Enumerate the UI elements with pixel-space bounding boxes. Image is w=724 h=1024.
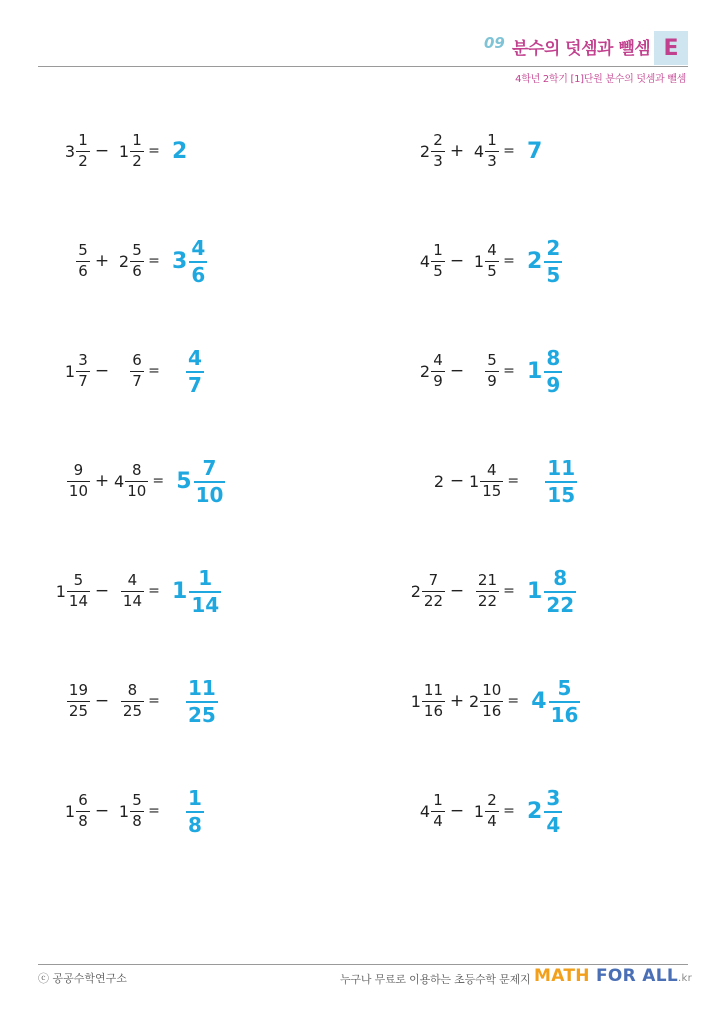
a-denominator: 10: [68, 482, 88, 500]
operator: −: [94, 691, 110, 711]
b-fraction: [121, 573, 144, 609]
answer-whole: 2: [527, 798, 543, 824]
a-numerator: 5: [78, 241, 88, 259]
a-operand: [405, 133, 445, 169]
a-fraction: [422, 573, 445, 609]
copyright: ⓒ 공공수학연구소: [38, 972, 127, 985]
a-whole: 4: [419, 801, 430, 821]
a-denominator: 14: [68, 592, 88, 610]
b-whole: 4: [473, 141, 484, 161]
answer-fraction: [186, 785, 204, 837]
b-operand: [114, 133, 144, 169]
equals-sign: =: [503, 363, 515, 379]
a-operand: [50, 793, 90, 829]
problem-item: [405, 781, 562, 841]
a-denominator: 2: [78, 152, 88, 170]
a-fraction: [431, 353, 445, 389]
answer-denominator: 4: [546, 812, 561, 837]
a-whole: 1: [410, 691, 421, 711]
answer: [186, 675, 218, 727]
operator: −: [94, 581, 110, 601]
answer-fraction: [544, 345, 562, 397]
b-denominator: 14: [122, 592, 142, 610]
b-denominator: 2: [132, 152, 142, 170]
answer-numerator: 4: [191, 235, 206, 260]
answer-whole: 1: [527, 578, 543, 604]
answer-fraction: [549, 675, 581, 727]
answer-denominator: 10: [195, 482, 224, 507]
worksheet-header: [0, 0, 724, 90]
b-operand: [469, 573, 499, 609]
a-denominator: 8: [78, 812, 88, 830]
a-whole: 2: [410, 581, 421, 601]
site-logo[interactable]: [534, 966, 692, 986]
a-numerator: 4: [433, 351, 443, 369]
a-operand: [405, 683, 445, 719]
equals-sign: =: [152, 473, 165, 489]
b-numerator: 4: [486, 461, 497, 479]
operator: −: [449, 471, 465, 491]
problem-item: [50, 121, 187, 181]
answer-fraction: [194, 455, 226, 507]
operator: −: [449, 361, 465, 381]
problem-item: [405, 451, 577, 511]
b-operand: [114, 573, 144, 609]
equals-sign: =: [507, 473, 520, 489]
a-numerator: 9: [73, 461, 84, 479]
problem-item: [50, 561, 221, 621]
a-operand: [50, 573, 90, 609]
a-operand: [405, 472, 445, 491]
b-denominator: 9: [487, 372, 497, 390]
answer-fraction: [189, 235, 207, 287]
problem-item: [50, 341, 204, 401]
b-denominator: 6: [132, 262, 142, 280]
equals-sign: =: [148, 803, 160, 819]
b-denominator: 15: [482, 482, 502, 500]
problem-item: [50, 671, 218, 731]
answer-fraction: [186, 675, 218, 727]
b-denominator: 4: [487, 812, 497, 830]
a-fraction: [431, 243, 445, 279]
a-denominator: 7: [78, 372, 88, 390]
b-whole: 2: [469, 691, 480, 711]
b-denominator: 22: [477, 592, 497, 610]
footer-tagline: 누구나 무료로 이용하는 초등수학 문제지: [340, 973, 531, 986]
a-denominator: 9: [433, 372, 443, 390]
answer-whole: 2: [527, 248, 543, 274]
a-numerator: 19: [68, 681, 88, 699]
answer-fraction: [186, 345, 204, 397]
b-numerator: 8: [127, 681, 138, 699]
answer-whole: 2: [172, 138, 188, 164]
b-denominator: 16: [482, 702, 502, 720]
a-whole: 1: [55, 581, 66, 601]
b-fraction: [480, 463, 503, 499]
operator: +: [94, 251, 110, 271]
a-fraction: [76, 793, 90, 829]
a-whole: 1: [64, 361, 75, 381]
b-whole: 2: [118, 251, 129, 271]
problem-item: [405, 231, 562, 291]
a-fraction: [422, 683, 445, 719]
equals-sign: =: [503, 143, 515, 159]
equals-sign: =: [148, 143, 160, 159]
b-numerator: 6: [132, 351, 142, 369]
a-operand: [50, 133, 90, 169]
problem-item: [50, 231, 207, 291]
b-fraction: [485, 133, 499, 169]
answer: [172, 565, 221, 617]
b-denominator: 8: [132, 812, 142, 830]
b-fraction: [130, 353, 144, 389]
answer: [172, 235, 207, 287]
a-operand: [405, 353, 445, 389]
b-whole: 1: [469, 471, 480, 491]
worksheet-number: 09: [484, 34, 505, 52]
equals-sign: =: [503, 583, 515, 599]
a-numerator: 2: [433, 131, 443, 149]
answer-numerator: 5: [557, 675, 572, 700]
logo-math: MATH: [534, 966, 590, 986]
logo-kr: .kr: [678, 973, 692, 984]
operator: −: [94, 361, 110, 381]
answer-whole: 1: [172, 578, 188, 604]
b-denominator: 10: [127, 482, 147, 500]
answer-fraction: [189, 565, 221, 617]
answer-denominator: 16: [550, 702, 579, 727]
b-operand: [469, 133, 499, 169]
equals-sign: =: [148, 583, 160, 599]
b-numerator: 1: [132, 131, 142, 149]
problem-item: [50, 781, 204, 841]
a-operand: [405, 573, 445, 609]
a-numerator: 1: [78, 131, 88, 149]
answer-numerator: 3: [546, 785, 561, 810]
problem-item: [50, 451, 225, 511]
operator: +: [449, 691, 465, 711]
a-operand: [50, 683, 90, 719]
answer-denominator: 15: [547, 482, 576, 507]
answer-numerator: 11: [188, 675, 216, 700]
answer: [186, 345, 204, 397]
operator: −: [94, 801, 110, 821]
answer-numerator: 2: [546, 235, 561, 260]
b-fraction: [130, 243, 144, 279]
a-operand: [50, 353, 90, 389]
b-denominator: 3: [487, 152, 497, 170]
a-numerator: 6: [78, 791, 88, 809]
a-numerator: 3: [78, 351, 88, 369]
b-numerator: 4: [127, 571, 138, 589]
answer-denominator: 6: [191, 262, 206, 287]
b-fraction: [485, 793, 499, 829]
answer-numerator: 1: [188, 785, 202, 810]
b-operand: [114, 243, 144, 279]
answer-whole: 4: [531, 688, 547, 714]
operator: −: [449, 801, 465, 821]
answer-numerator: 11: [547, 455, 576, 480]
answer: [527, 345, 562, 397]
b-operand: [469, 683, 503, 719]
a-whole: 2: [419, 361, 430, 381]
a-denominator: 4: [433, 812, 443, 830]
equals-sign: =: [148, 253, 160, 269]
a-denominator: 3: [433, 152, 443, 170]
b-numerator: 5: [487, 351, 497, 369]
answer-whole: 3: [172, 248, 188, 274]
answer-numerator: 8: [553, 565, 568, 590]
a-operand: [50, 463, 90, 499]
a-numerator: 11: [423, 681, 443, 699]
b-fraction: [485, 243, 499, 279]
operator: −: [94, 141, 110, 161]
b-numerator: 8: [131, 461, 142, 479]
b-numerator: 10: [482, 681, 502, 699]
a-numerator: 5: [73, 571, 84, 589]
answer-denominator: 7: [188, 372, 202, 397]
b-numerator: 21: [477, 571, 497, 589]
answer-fraction: [545, 455, 577, 507]
a-fraction: [431, 793, 445, 829]
a-denominator: 5: [433, 262, 443, 280]
answer-numerator: 8: [546, 345, 561, 370]
b-fraction: [476, 573, 499, 609]
header-divider: [38, 66, 688, 67]
answer-fraction: [544, 235, 562, 287]
equals-sign: =: [503, 803, 515, 819]
a-fraction: [67, 683, 90, 719]
answer: [527, 139, 542, 164]
answer: [527, 235, 562, 287]
answer-denominator: 14: [191, 592, 220, 617]
a-operand: [405, 243, 445, 279]
answer-whole: 1: [527, 358, 543, 384]
a-denominator: 16: [423, 702, 443, 720]
answer-denominator: 25: [188, 702, 216, 727]
b-whole: 1: [473, 801, 484, 821]
b-operand: [114, 353, 144, 389]
a-whole: 3: [64, 141, 75, 161]
operator: +: [449, 141, 465, 161]
a-fraction: [67, 573, 90, 609]
worksheet-title: 분수의 덧셈과 뺄셈: [512, 39, 651, 59]
a-whole: 2: [433, 471, 444, 491]
footer-divider: [38, 964, 688, 965]
b-denominator: 25: [122, 702, 142, 720]
b-whole: 1: [118, 141, 129, 161]
a-fraction: [67, 463, 90, 499]
equals-sign: =: [148, 363, 160, 379]
answer-whole: 5: [176, 468, 192, 494]
answer-numerator: 4: [188, 345, 202, 370]
b-operand: [469, 793, 499, 829]
a-whole: 2: [419, 141, 430, 161]
b-denominator: 7: [132, 372, 142, 390]
a-operand: [405, 793, 445, 829]
operator: −: [449, 251, 465, 271]
b-whole: 4: [114, 471, 125, 491]
a-denominator: 25: [68, 702, 88, 720]
equals-sign: =: [507, 693, 520, 709]
b-numerator: 1: [487, 131, 497, 149]
b-operand: [114, 793, 144, 829]
a-fraction: [431, 133, 445, 169]
b-fraction: [485, 353, 499, 389]
answer-whole: 7: [527, 138, 543, 164]
answer: [531, 675, 580, 727]
a-numerator: 7: [428, 571, 439, 589]
b-operand: [114, 683, 144, 719]
operator: −: [449, 581, 465, 601]
b-operand: [469, 463, 503, 499]
a-denominator: 6: [78, 262, 88, 280]
equals-sign: =: [503, 253, 515, 269]
answer: [176, 455, 225, 507]
a-numerator: 1: [433, 791, 443, 809]
b-operand: [114, 463, 148, 499]
answer-fraction: [544, 565, 576, 617]
b-fraction: [130, 793, 144, 829]
b-operand: [469, 243, 499, 279]
equals-sign: =: [148, 693, 160, 709]
b-fraction: [480, 683, 503, 719]
answer-numerator: 1: [198, 565, 213, 590]
a-fraction: [76, 243, 90, 279]
problem-item: [405, 341, 562, 401]
a-operand: [50, 243, 90, 279]
a-fraction: [76, 133, 90, 169]
a-fraction: [76, 353, 90, 389]
operator: +: [94, 471, 110, 491]
worksheet-subtitle: 4학년 2학기 [1]단원 분수의 덧셈과 뺄셈: [515, 74, 686, 85]
a-whole: 1: [64, 801, 75, 821]
b-numerator: 4: [487, 241, 497, 259]
level-badge: E: [654, 31, 688, 65]
answer: [527, 565, 576, 617]
problem-item: [405, 561, 576, 621]
b-whole: 1: [473, 251, 484, 271]
answer: [527, 785, 562, 837]
b-fraction: [130, 133, 144, 169]
a-whole: 4: [419, 251, 430, 271]
problem-item: [405, 671, 580, 731]
b-fraction: [121, 683, 144, 719]
answer-denominator: 5: [546, 262, 561, 287]
a-denominator: 22: [423, 592, 443, 610]
b-fraction: [125, 463, 148, 499]
answer: [172, 139, 187, 164]
answer: [186, 785, 204, 837]
b-whole: 1: [118, 801, 129, 821]
answer-fraction: [544, 785, 562, 837]
answer: [545, 455, 577, 507]
b-numerator: 5: [132, 791, 142, 809]
answer-denominator: 22: [546, 592, 575, 617]
answer-numerator: 7: [202, 455, 217, 480]
problem-item: [405, 121, 542, 181]
a-numerator: 1: [433, 241, 443, 259]
logo-forall: FOR ALL: [596, 966, 678, 986]
b-numerator: 2: [487, 791, 497, 809]
b-numerator: 5: [132, 241, 142, 259]
b-operand: [469, 353, 499, 389]
b-denominator: 5: [487, 262, 497, 280]
answer-denominator: 8: [188, 812, 202, 837]
answer-denominator: 9: [546, 372, 561, 397]
